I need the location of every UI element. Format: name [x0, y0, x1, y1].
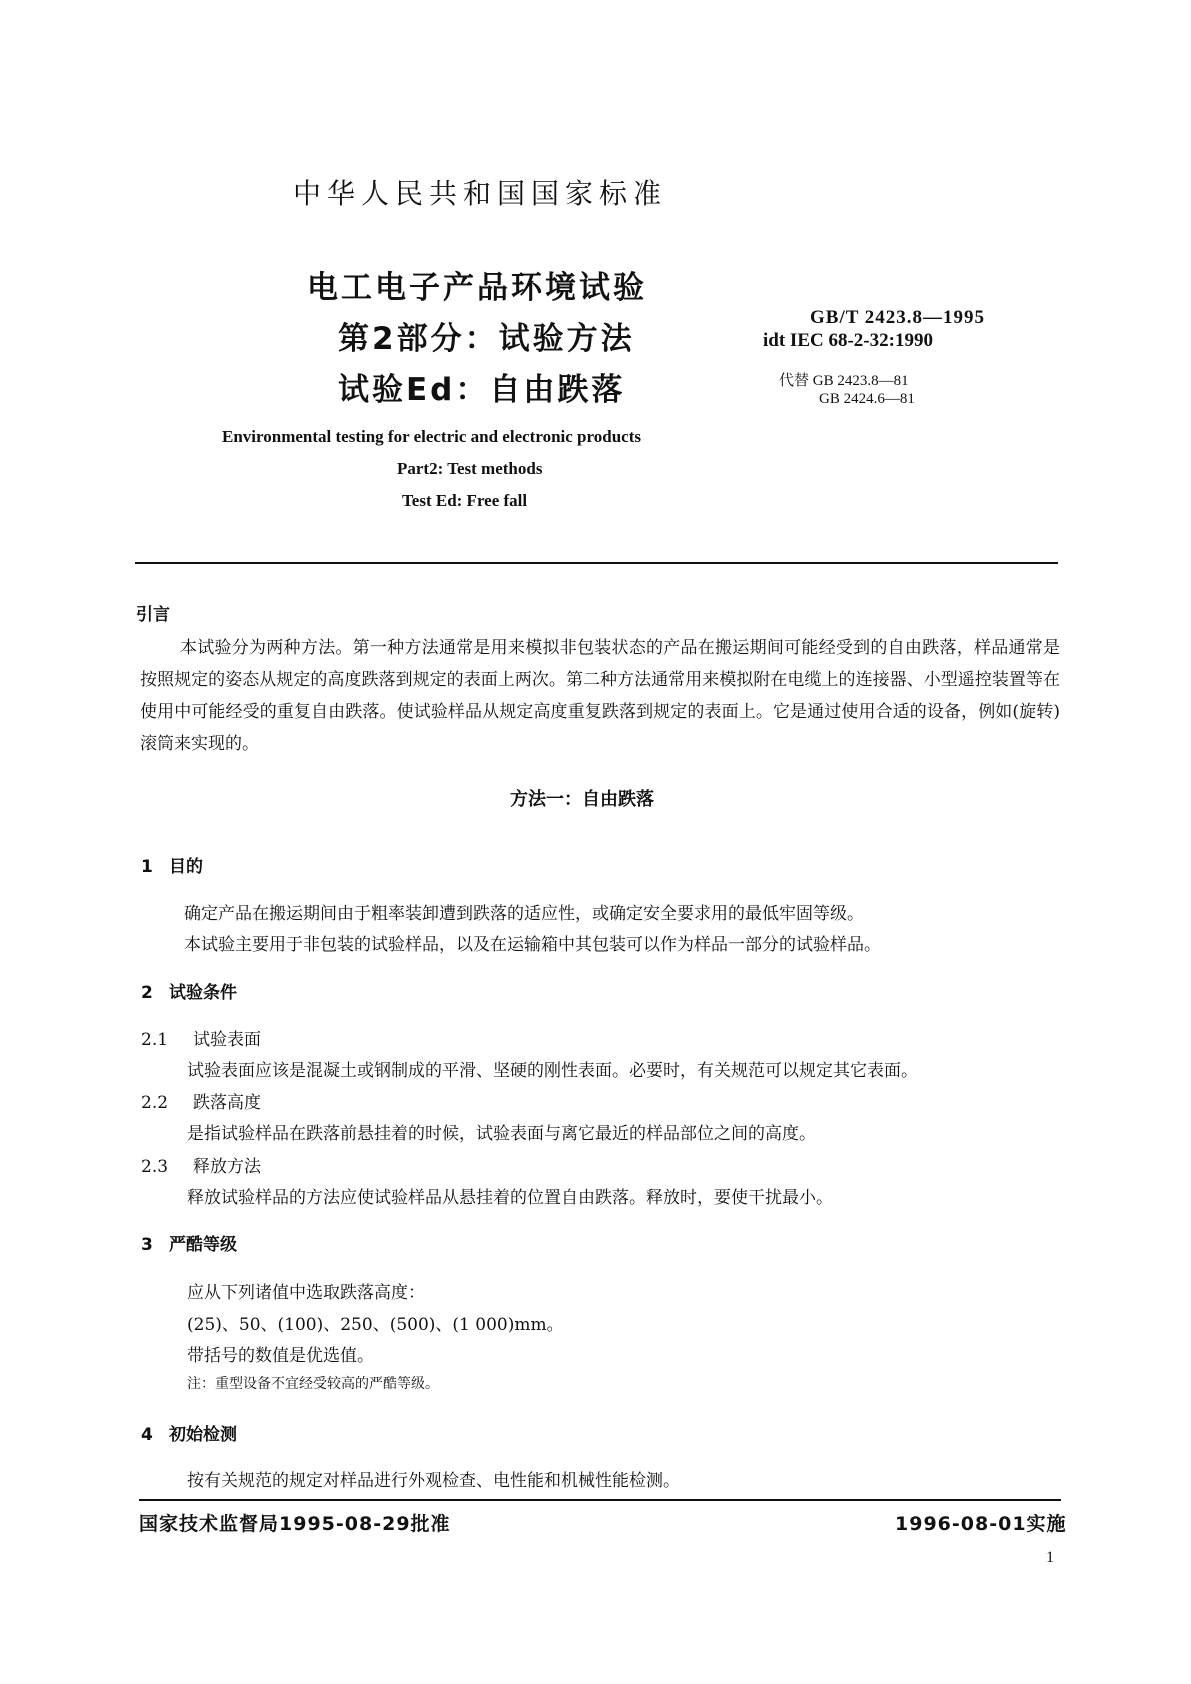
- chinese-title-line-3: 试验Ed：自由跌落: [338, 372, 626, 408]
- national-standard-title: 中华人民共和国国家标准: [293, 177, 668, 210]
- section-1-text-2: 本试验主要用于非包装的试验样品，以及在运输箱中其包装可以作为样品一部分的试验样品。: [184, 935, 881, 955]
- chinese-title-line-2: 第2部分：试验方法: [338, 321, 635, 357]
- section-title: 试验条件: [169, 983, 237, 1003]
- subsection-number: 2.3: [141, 1157, 169, 1177]
- subsection-2-3-text: 释放试验样品的方法应使试验样品从悬挂着的位置自由跌落。释放时，要使干扰最小。: [187, 1188, 833, 1208]
- subsection-2-1-heading: [141, 1025, 261, 1056]
- replaces-line-1: [779, 369, 909, 390]
- chinese-title-line-1: 电工电子产品环境试验: [307, 270, 647, 306]
- section-4-text: 按有关规范的规定对样品进行外观检查、电性能和机械性能检测。: [187, 1471, 680, 1491]
- section-1-heading: [141, 852, 203, 877]
- section-title: 严酷等级: [169, 1235, 237, 1255]
- replaced-standard-2: GB 2424.6—81: [819, 391, 915, 407]
- section-2-heading: [141, 978, 237, 1003]
- subsection-2-1-text: 试验表面应该是混凝土或钢制成的平滑、坚硬的刚性表面。必要时，有关规范可以规定其它表面。: [187, 1061, 918, 1081]
- subsection-number: 2.2: [141, 1093, 169, 1113]
- english-title-line-2: Part2: Test methods: [397, 459, 543, 478]
- subsection-title: 跌落高度: [193, 1093, 261, 1113]
- section-title: 初始检测: [169, 1425, 237, 1445]
- subsection-number: 2.1: [141, 1030, 169, 1050]
- subsection-2-2-heading: [141, 1088, 261, 1119]
- intro-heading: 引言: [136, 605, 170, 625]
- standard-number: GB/T 2423.8—1995: [810, 307, 986, 328]
- section-4-heading: [141, 1420, 237, 1445]
- subsection-title: 试验表面: [193, 1030, 261, 1050]
- section-1-text-1: 确定产品在搬运期间由于粗率装卸遭到跌落的适应性，或确定安全要求用的最低牢固等级。: [184, 904, 864, 924]
- section-number: 2: [141, 983, 153, 1003]
- method-heading: 方法一：自由跌落: [510, 789, 654, 810]
- english-title-line-1: Environmental testing for electric and electronic products: [222, 427, 641, 446]
- replaces-label: 代替: [779, 373, 810, 389]
- section-number: 3: [141, 1235, 153, 1255]
- subsection-2-2-text: 是指试验样品在跌落前悬挂着的时候，试验表面与离它最近的样品部位之间的高度。: [187, 1124, 816, 1144]
- section-title: 目的: [169, 857, 203, 877]
- approval-date: 国家技术监督局1995-08-29批准: [139, 1513, 451, 1535]
- replaced-standard-1: GB 2423.8—81: [812, 373, 909, 389]
- section-3-values: (25)、50、(100)、250、(500)、(1 000)mm。: [187, 1315, 564, 1335]
- footer-divider: [139, 1499, 1061, 1501]
- idt-reference: idt IEC 68-2-32:1990: [763, 330, 933, 351]
- page-number: 1: [1046, 1549, 1054, 1566]
- header-divider: [135, 562, 1058, 564]
- section-number: 4: [141, 1425, 153, 1445]
- section-3-text-1: 应从下列诸值中选取跌落高度：: [187, 1283, 425, 1303]
- section-3-note: 注：重型设备不宜经受较高的严酷等级。: [187, 1376, 439, 1392]
- section-number: 1: [141, 857, 153, 877]
- section-3-heading: [141, 1230, 237, 1255]
- effective-date: 1996-08-01实施: [895, 1513, 1067, 1535]
- subsection-2-3-heading: [141, 1152, 261, 1183]
- subsection-title: 释放方法: [193, 1157, 261, 1177]
- section-3-text-3: 带括号的数值是优选值。: [187, 1346, 374, 1366]
- english-title-line-3: Test Ed: Free fall: [402, 491, 528, 510]
- intro-paragraph: 本试验分为两种方法。第一种方法通常是用来模拟非包装状态的产品在搬运期间可能经受到的自由跌落，样品通常是按照规定的姿态从规定的高度跌落到规定的表面上两次。第二种方法通常用来模拟附在电缆上的连接器、小型遥控装置等在使用中可能经受的重复自由跌落。使试验样品从规定高度重复跌落到规定的表面上。它是通过使用合适的设备，例如(旋转)滚筒来实现的。: [140, 638, 1060, 754]
